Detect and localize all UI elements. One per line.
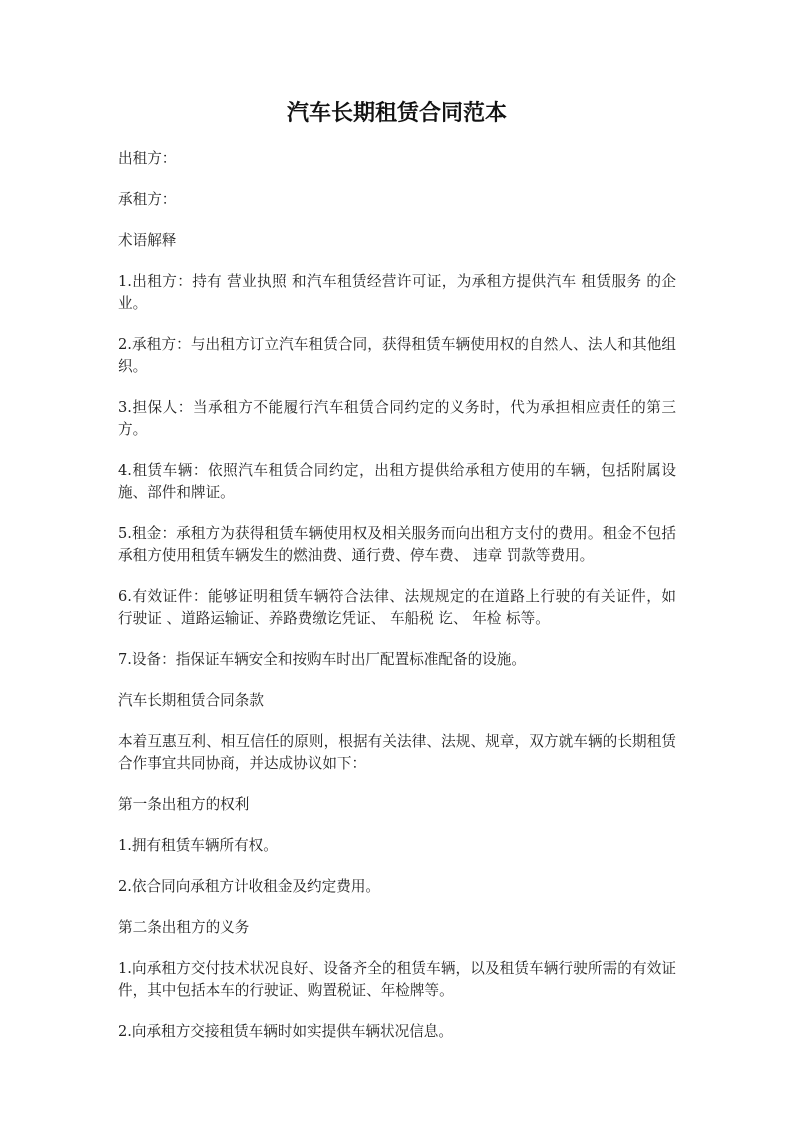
- paragraph: 术语解释: [118, 232, 177, 249]
- document-page: [118, 98, 676, 1062]
- paragraph: 4.租赁车辆：依照汽车租赁合同约定，出租方提供给承租方使用的车辆，包括附属设施、部件和牌证。: [118, 462, 676, 501]
- paragraph: 承租方：: [118, 191, 177, 208]
- paragraph: 本着互惠互利、相互信任的原则，根据有关法律、法规、规章，双方就车辆的长期租赁合作事宜共同协商，并达成协议如下：: [118, 733, 676, 772]
- paragraph: 出租方：: [118, 150, 177, 167]
- paragraph: 1.拥有租赁车辆所有权。: [118, 837, 278, 854]
- paragraph: 2.向承租方交接租赁车辆时如实提供车辆状况信息。: [118, 1023, 453, 1040]
- paragraph: 1.向承租方交付技术状况良好、设备齐全的租赁车辆，以及租赁车辆行驶所需的有效证件，其中包括本车的行驶证、购置税证、年检牌等。: [118, 960, 676, 999]
- document-body: [118, 148, 676, 1043]
- paragraph: 2.依合同向承租方计收租金及约定费用。: [118, 878, 381, 895]
- paragraph: 6.有效证件：能够证明租赁车辆符合法律、法规规定的在道路上行驶的有关证件，如 行驶证 、道路运输证、养路费缴讫凭证、 车船税 讫、 年检 标等。: [118, 588, 676, 627]
- paragraph: 汽车长期租赁合同条款: [118, 692, 264, 709]
- paragraph: 第一条出租方的权利: [118, 796, 250, 813]
- document-title: 汽车长期租赁合同范本: [286, 100, 507, 126]
- paragraph: 2.承租方：与出租方订立汽车租赁合同，获得租赁车辆使用权的自然人、法人和其他组织。: [118, 336, 676, 375]
- paragraph: 第二条出租方的义务: [118, 919, 250, 936]
- paragraph: 1.出租方：持有 营业执照 和汽车租赁经营许可证，为承租方提供汽车 租赁服务 的企业。: [118, 273, 676, 312]
- paragraph: 5.租金：承租方为获得租赁车辆使用权及相关服务而向出租方支付的费用。租金不包括承租方使用租赁车辆发生的燃油费、通行费、停车费、 违章 罚款等费用。: [118, 525, 676, 564]
- paragraph: 3.担保人：当承租方不能履行汽车租赁合同约定的义务时，代为承担相应责任的第三方。: [118, 399, 676, 438]
- paragraph: 7.设备：指保证车辆安全和按购车时出厂配置标准配备的设施。: [118, 651, 526, 668]
